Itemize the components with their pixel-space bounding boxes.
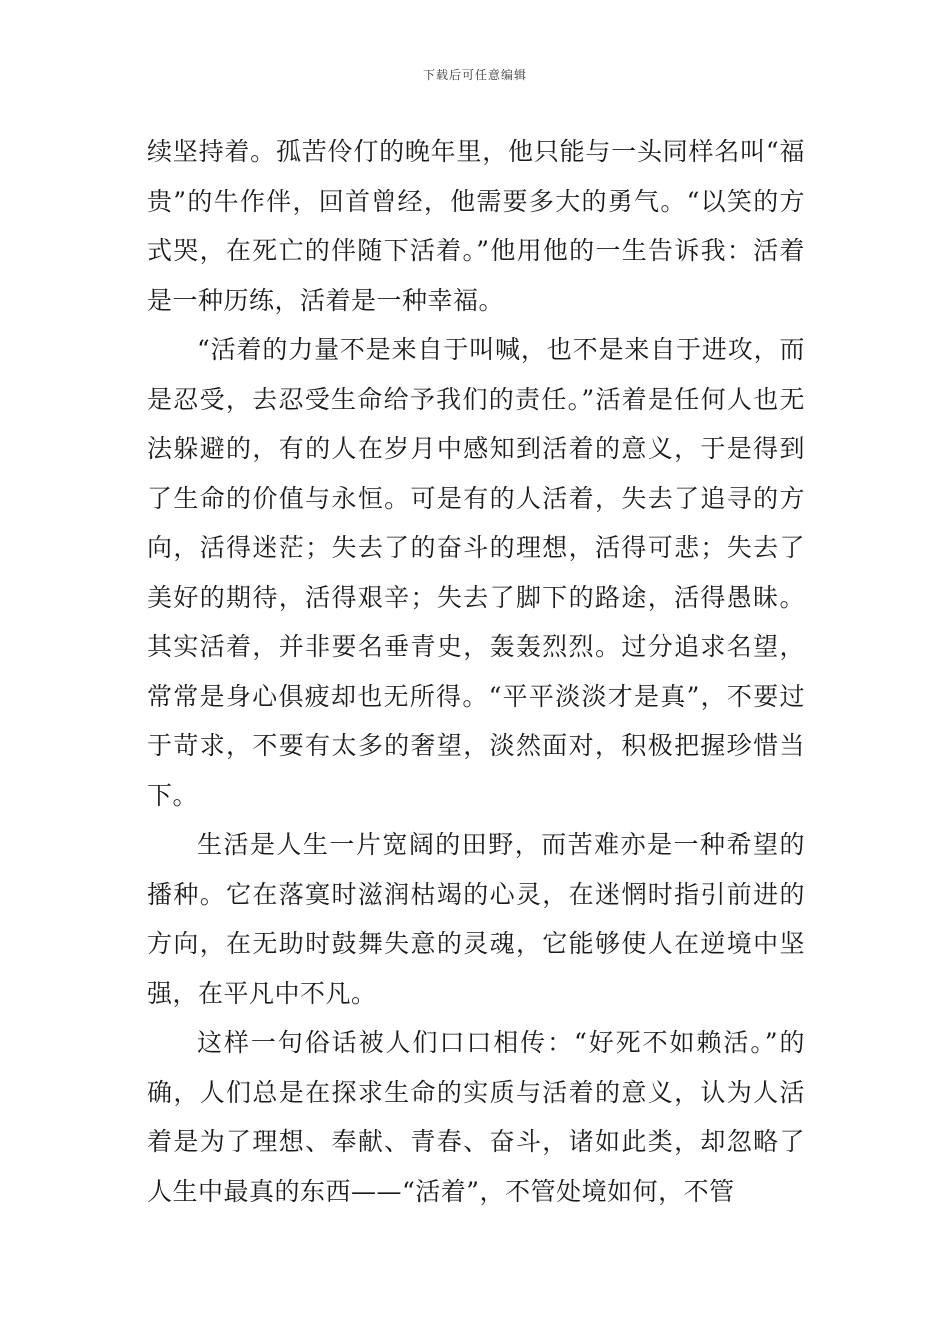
paragraph: 生活是人生一片宽阔的田野，而苦难亦是一种希望的播种。它在落寞时滋润枯竭的心灵，在迷惘时指引前进的方向，在无助时鼓舞失意的灵魂，它能够使人在逆境中坚强，在平凡中不凡。 — [147, 830, 805, 1008]
page-header: 下载后可任意编辑 — [422, 68, 527, 82]
paragraph: “活着的力量不是来自于叫喊，也不是来自于进攻，而是忍受，去忍受生命给予我们的责任。”活着是任何人也无法躲避的，有的人在岁月中感知到活着的意义，于是得到了生命的价值与永恒。可是有的人活着，失去了追寻的方向，活得迷茫；失去了的奋斗的理想，活得可悲；失去了美好的期待，活得艰辛；失去了脚下的路途，活得愚昧。其实活着，并非要名垂青史，轰轰烈烈。过分追求名望，常常是身心俱疲却也无所得。“平平淡淡才是真”，不要过于苛求，不要有太多的奢望，淡然面对，积极把握珍惜当下。 — [147, 335, 805, 810]
paragraph-continuation: 续坚持着。孤苦伶仃的晚年里，他只能与一头同样名叫“福贵”的牛作伴，回首曾经，他需要多大的勇气。“以笑的方式哭，在死亡的伴随下活着。”他用他的一生告诉我：活着是一种历练，活着是一种幸福。 — [147, 137, 805, 315]
document-body — [147, 127, 805, 1216]
paragraph: 这样一句俗话被人们口口相传：“好死不如赖活。”的确，人们总是在探求生命的实质与活着的意义，认为人活着是为了理想、奉献、青春、奋斗，诸如此类，却忽略了人生中最真的东西——“活着”，不管处境如何，不管 — [147, 1028, 805, 1206]
